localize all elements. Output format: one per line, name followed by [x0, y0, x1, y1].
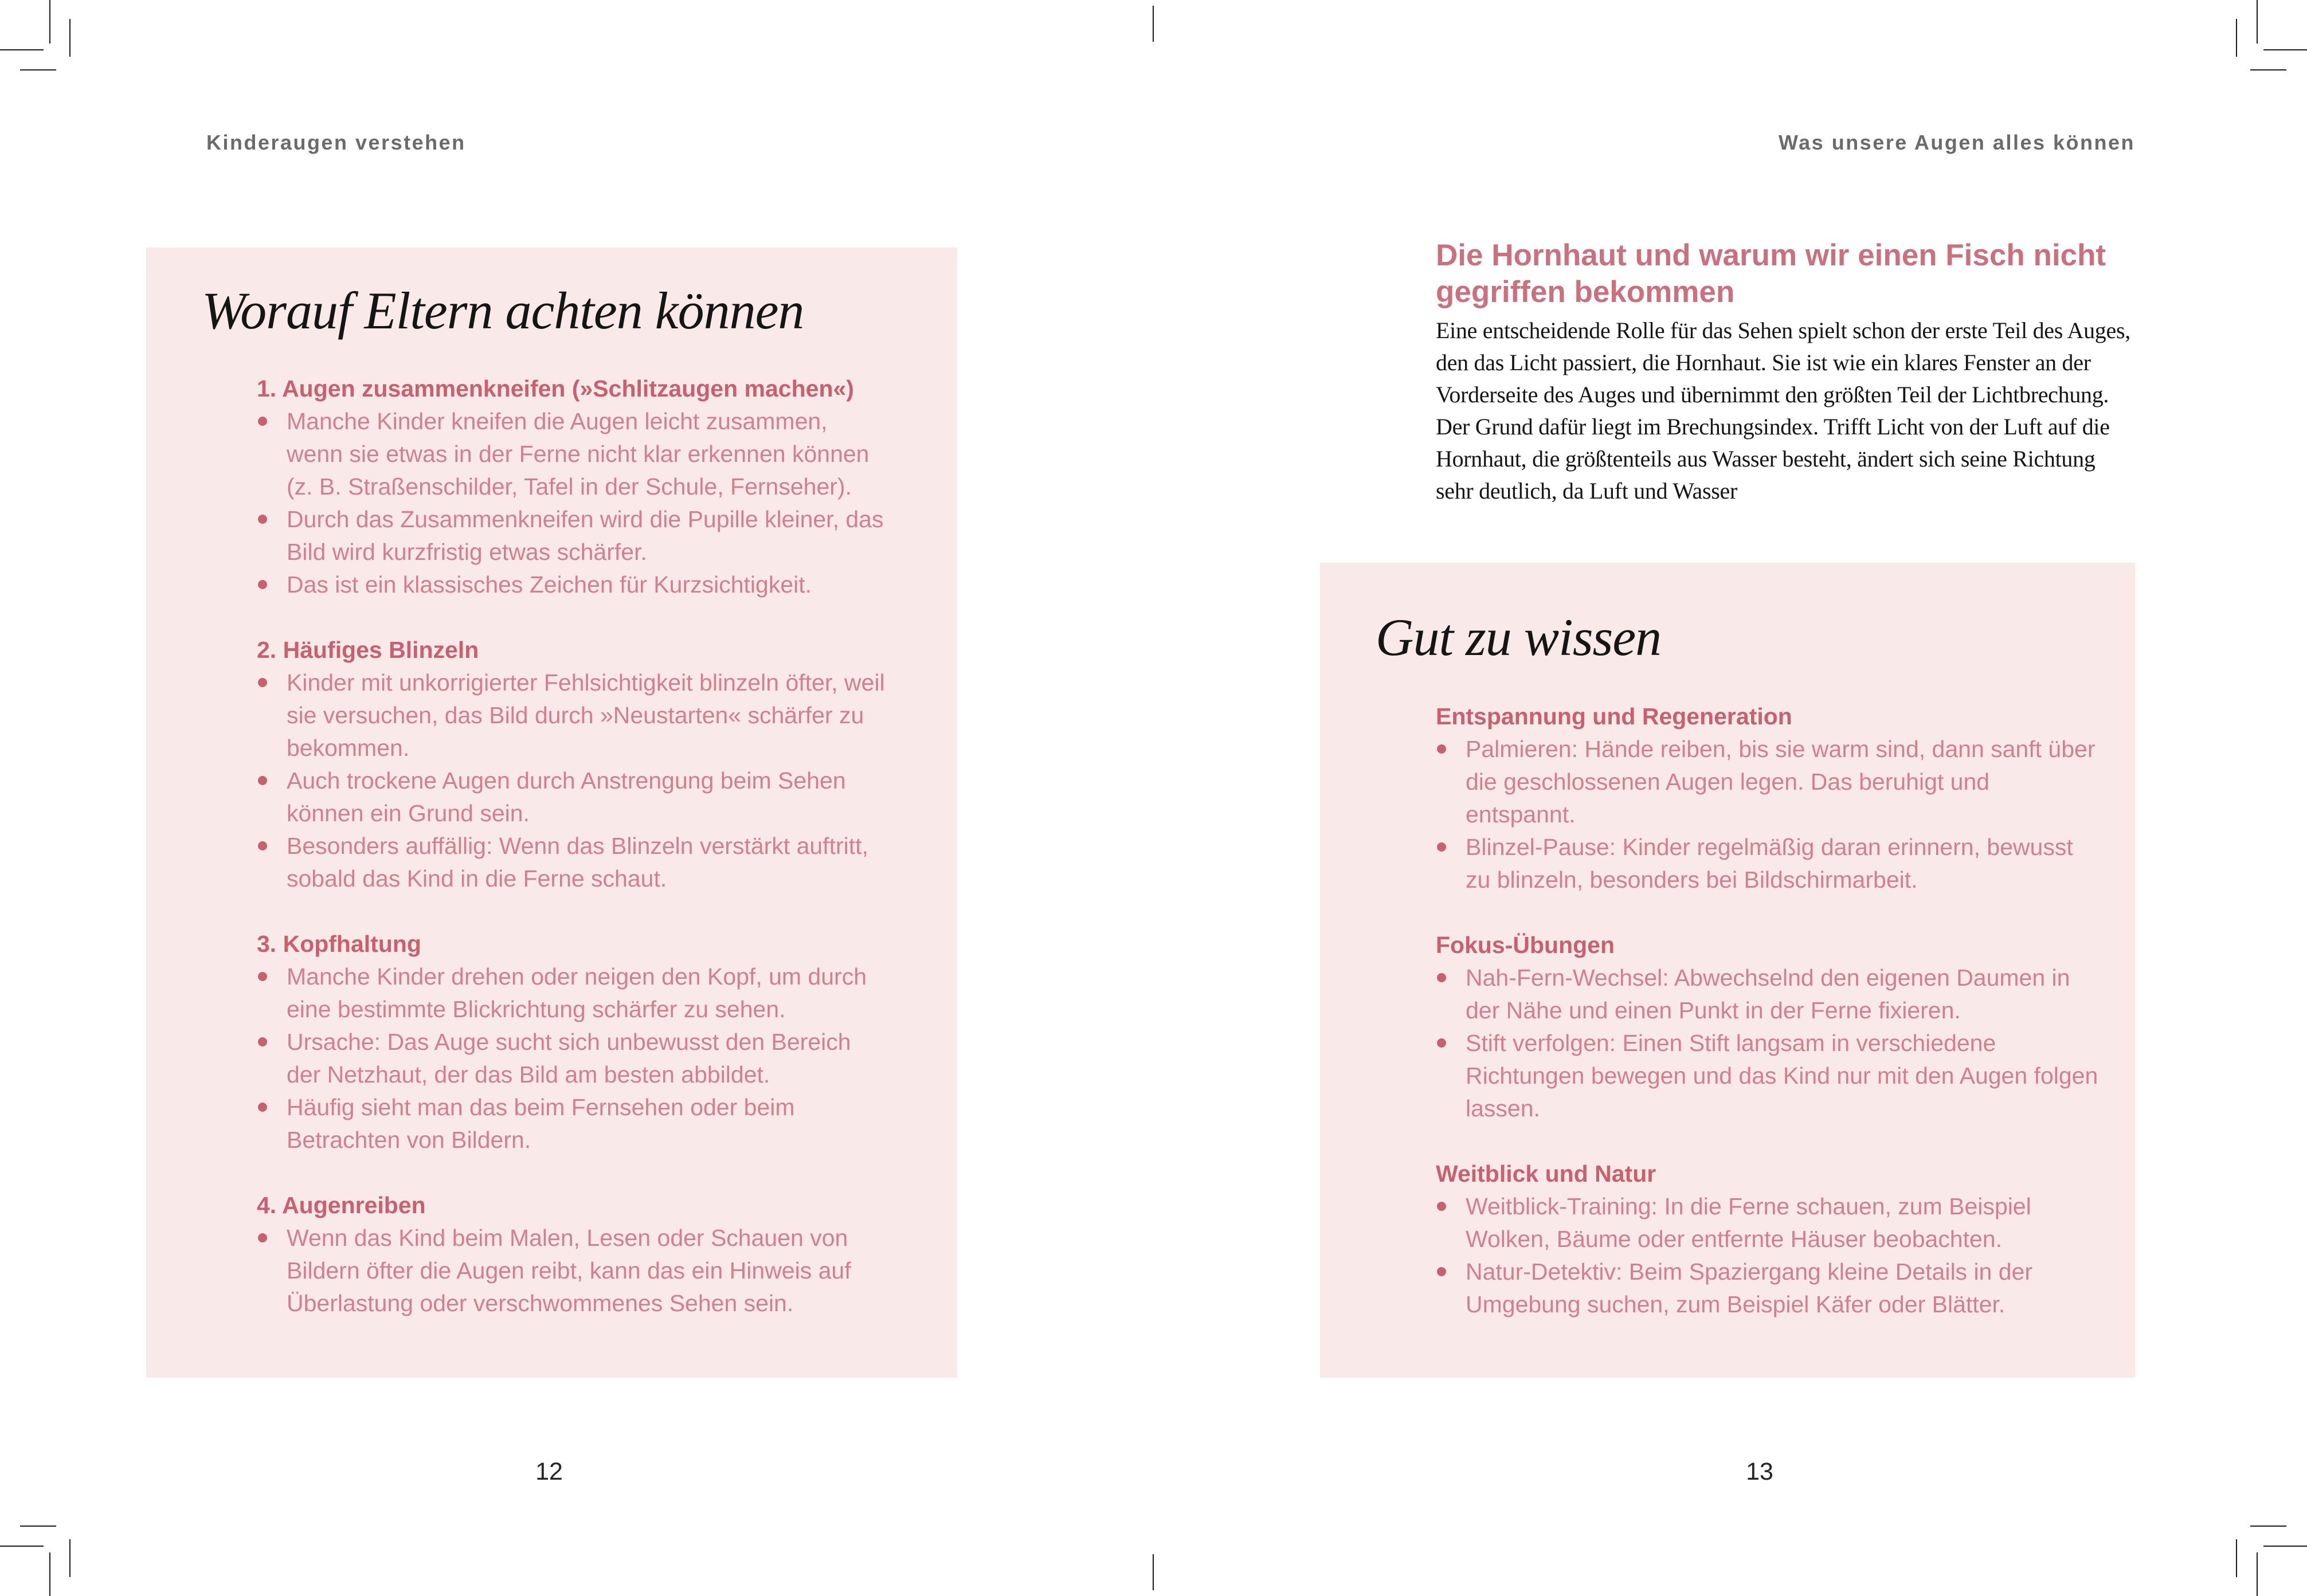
- bullet-dot-icon: [258, 776, 267, 785]
- bullet-text: Weitblick-Training: In die Ferne schauen, zum Beispiel Wolken, Bäume oder entfernte Häuser beobachten.: [1466, 1193, 2031, 1252]
- bullet-dot-icon: [258, 678, 267, 687]
- section-heading: 4. Augenreiben: [257, 1192, 426, 1218]
- bullet-text: Wenn das Kind beim Malen, Lesen oder Schauen von Bildern öfter die Augen reibt, kann das ein Hinweis auf Überlastung oder verschwommenes Sehen sein.: [287, 1225, 851, 1316]
- list-item: [257, 1222, 887, 1320]
- list-item: [257, 405, 887, 503]
- bullet-dot-icon: [1437, 744, 1446, 754]
- bullet-dot-icon: [258, 972, 267, 981]
- crop-mark: [49, 1552, 50, 1596]
- crop-mark: [2263, 1546, 2307, 1547]
- bullet-dot-icon: [258, 841, 267, 850]
- bullet-dot-icon: [1437, 973, 1446, 982]
- bullet-text: Blinzel-Pause: Kinder regelmäßig daran erinnern, bewusst zu blinzeln, besonders bei Bildschirmarbeit.: [1466, 834, 2073, 893]
- list-item: [1436, 1190, 2101, 1256]
- bullet-dot-icon: [1437, 1038, 1446, 1048]
- crop-mark: [20, 1526, 56, 1527]
- crop-mark: [20, 69, 56, 70]
- running-header-right: Was unsere Augen alles können: [1779, 131, 2135, 154]
- list-item: [1436, 831, 2101, 896]
- list-section: [257, 372, 887, 601]
- left-panel-title: Worauf Eltern achten können: [202, 281, 804, 340]
- article-body-text: Eine entscheidende Rolle für das Sehen spielt schon der erste Teil des Auges, den das Licht passiert, die Hornhaut. Sie ist wie ein klares Fenster an der Vorderseite des Auges und übernimmt den größten Teil der Lichtbrechung. Der Grund dafür liegt im Brechungsindex. Trifft Licht von der Luft auf die Hornhaut, die größtenteils aus Wasser besteht, ändert sich seine Richtung sehr deutlich, da Luft und Wasser: [1436, 317, 2130, 504]
- bullet-text: Manche Kinder kneifen die Augen leicht zusammen, wenn sie etwas in der Ferne nicht klar erkennen können (z. B. Straßenschilder, Tafel in der Schule, Fernseher).: [287, 408, 869, 500]
- list-item: [1436, 733, 2101, 831]
- bullet-dot-icon: [258, 417, 267, 426]
- bullet-text: Stift verfolgen: Einen Stift langsam in verschiedene Richtungen bewegen und das Kind nur mit den Augen folgen lassen.: [1466, 1030, 2098, 1121]
- bullet-text: Auch trockene Augen durch Anstrengung beim Sehen können ein Grund sein.: [287, 767, 846, 826]
- right-panel-list: [1436, 700, 2101, 1321]
- list-item: [1436, 1027, 2101, 1125]
- bullet-text: Das ist ein klassisches Zeichen für Kurzsichtigkeit.: [287, 571, 812, 598]
- list-section: [257, 634, 887, 895]
- crop-mark: [0, 1546, 44, 1547]
- section-heading: Entspannung und Regeneration: [1436, 703, 1792, 730]
- article-heading: Die Hornhaut und warum wir einen Fisch nicht gegriffen bekommen: [1436, 238, 2106, 309]
- bullet-text: Manche Kinder drehen oder neigen den Kopf, um durch eine bestimmte Blickrichtung schärfer zu sehen.: [287, 963, 867, 1022]
- bullet-text: Kinder mit unkorrigierter Fehlsichtigkeit blinzeln öfter, weil sie versuchen, das Bild durch »Neustarten« schärfer zu bekommen.: [287, 669, 885, 761]
- list-item: [257, 1091, 887, 1156]
- crop-mark: [2263, 49, 2307, 50]
- bullet-text: Ursache: Das Auge sucht sich unbewusst den Bereich der Netzhaut, der das Bild am besten abbildet.: [287, 1029, 851, 1088]
- bullet-dot-icon: [1437, 842, 1446, 852]
- list-section: [257, 1189, 887, 1320]
- running-header-left: Kinderaugen verstehen: [206, 131, 466, 154]
- crop-mark: [2257, 0, 2258, 44]
- crop-mark: [2250, 1526, 2286, 1527]
- list-section: [1436, 929, 2101, 1125]
- bullet-text: Nah-Fern-Wechsel: Abwechselnd den eigenen Daumen in der Nähe und einen Punkt in der Ferne fixieren.: [1466, 964, 2070, 1024]
- list-section: [1436, 700, 2101, 896]
- list-section: [1436, 1158, 2101, 1321]
- list-item: [1436, 1256, 2101, 1321]
- crop-mark: [69, 19, 70, 57]
- list-item: [257, 1026, 887, 1091]
- crop-mark: [69, 1539, 70, 1577]
- fold-mark: [1153, 6, 1154, 42]
- bullet-dot-icon: [258, 580, 267, 589]
- list-item: [1436, 962, 2101, 1027]
- page-number-right: 13: [1746, 1458, 1773, 1485]
- bullet-text: Häufig sieht man das beim Fernsehen oder beim Betrachten von Bildern.: [287, 1094, 795, 1153]
- list-item: [257, 568, 887, 601]
- page-number-left: 12: [535, 1458, 563, 1485]
- bullet-dot-icon: [258, 1103, 267, 1112]
- bullet-text: Palmieren: Hände reiben, bis sie warm sind, dann sanft über die geschlossenen Augen legen. Das beruhigt und entspannt.: [1466, 736, 2096, 828]
- crop-mark: [2236, 19, 2237, 57]
- list-section: [257, 928, 887, 1156]
- list-item: [257, 666, 887, 764]
- right-panel-title: Gut zu wissen: [1376, 608, 1662, 666]
- bullet-dot-icon: [258, 515, 267, 524]
- bullet-dot-icon: [258, 1037, 267, 1046]
- list-item: [257, 830, 887, 895]
- bullet-text: Besonders auffällig: Wenn das Blinzeln verstärkt auftritt, sobald das Kind in die Ferne schaut.: [287, 833, 868, 892]
- section-heading: Fokus-Übungen: [1436, 932, 1615, 958]
- bullet-dot-icon: [1437, 1267, 1446, 1276]
- crop-mark: [0, 49, 44, 50]
- bullet-text: Natur-Detektiv: Beim Spaziergang kleine Details in der Umgebung suchen, zum Beispiel Käfer oder Blätter.: [1466, 1258, 2033, 1317]
- list-item: [257, 960, 887, 1026]
- left-panel-list: [257, 372, 887, 1320]
- crop-mark: [2257, 1552, 2258, 1596]
- section-heading: 1. Augen zusammenkneifen (»Schlitzaugen machen«): [257, 375, 854, 402]
- bullet-text: Durch das Zusammenkneifen wird die Pupille kleiner, das Bild wird kurzfristig etwas schärfer.: [287, 506, 884, 565]
- list-item: [257, 764, 887, 830]
- list-item: [257, 503, 887, 568]
- fold-mark: [1153, 1554, 1154, 1590]
- section-heading: 3. Kopfhaltung: [257, 931, 421, 957]
- section-heading: 2. Häufiges Blinzeln: [257, 637, 479, 663]
- crop-mark: [49, 0, 50, 44]
- crop-mark: [2250, 69, 2286, 70]
- bullet-dot-icon: [1437, 1202, 1446, 1211]
- crop-mark: [2236, 1539, 2237, 1577]
- bullet-dot-icon: [258, 1233, 267, 1242]
- section-heading: Weitblick und Natur: [1436, 1160, 1656, 1187]
